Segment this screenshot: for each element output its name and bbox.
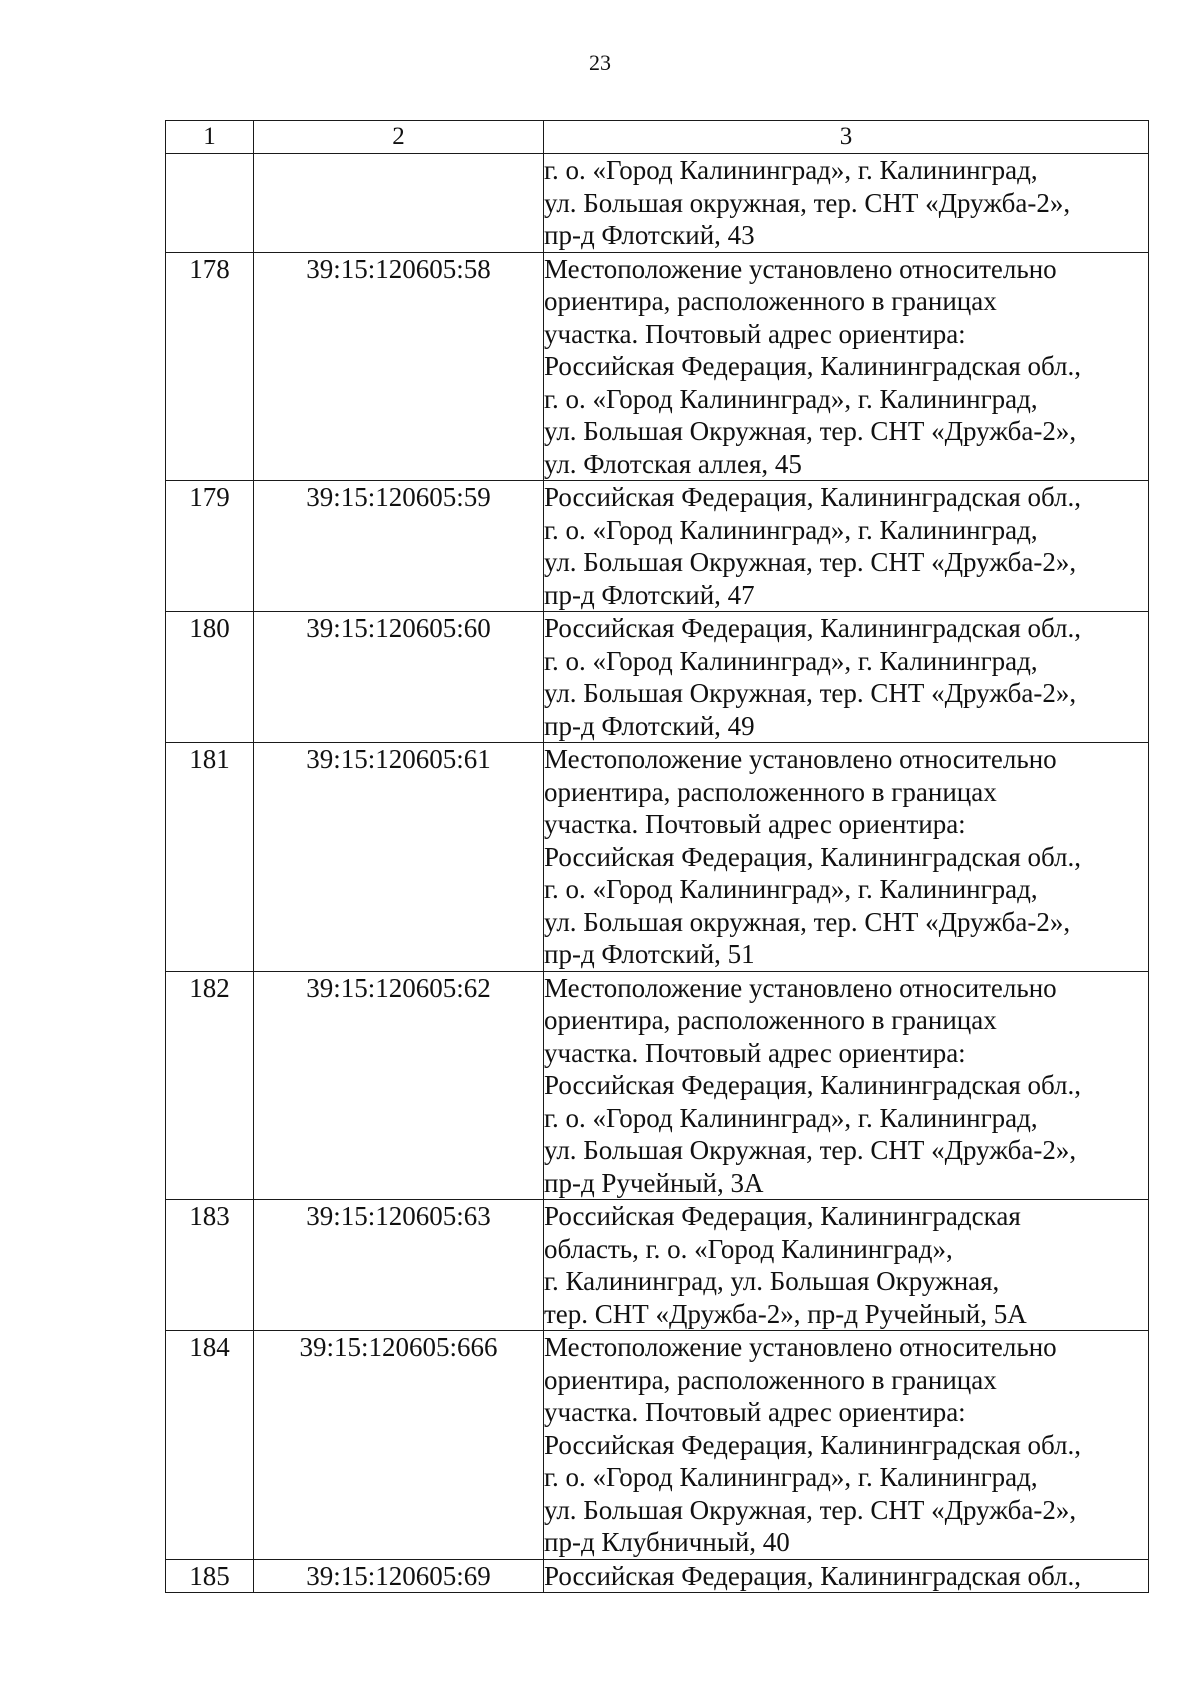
address-line: Российская Федерация, Калининградская обл., xyxy=(544,1070,1082,1100)
cadastral-number-cell: 39:15:120605:59 xyxy=(254,481,544,612)
address-cell xyxy=(544,1200,1149,1331)
address-cell xyxy=(544,612,1149,743)
address-line: г. Калининград, ул. Большая Окружная, xyxy=(544,1266,1000,1296)
address-line: ул. Большая окружная, тер. СНТ «Дружба-2», xyxy=(544,187,1071,218)
row-number-cell xyxy=(166,154,254,253)
address-cell xyxy=(544,252,1149,481)
land-plot-table xyxy=(165,120,1149,1593)
address-line: пр-д Флотский, 51 xyxy=(544,939,755,969)
address-line: ул. Большая Окружная, тер. СНТ «Дружба-2», xyxy=(544,547,1077,577)
table-row xyxy=(166,612,1149,743)
address-line: Российская Федерация, Калининградская xyxy=(544,1201,1021,1231)
cadastral-number-cell: 39:15:120605:60 xyxy=(254,612,544,743)
table-row xyxy=(166,1331,1149,1560)
table-body xyxy=(166,154,1149,1593)
address-line: ул. Флотская аллея, 45 xyxy=(544,448,802,479)
row-number-cell: 183 xyxy=(166,1200,254,1331)
address-line: ул. Большая Окружная, тер. СНТ «Дружба-2», xyxy=(544,416,1077,446)
address-line: ориентира, расположенного в границах xyxy=(544,286,997,316)
address-line: ориентира, расположенного в границах xyxy=(544,1005,997,1035)
address-line: Российская Федерация, Калининградская обл., xyxy=(544,613,1082,643)
cadastral-number-cell: 39:15:120605:58 xyxy=(254,252,544,481)
address-cell xyxy=(544,481,1149,612)
header-row xyxy=(166,121,1149,154)
address-line: пр-д Флотский, 47 xyxy=(544,579,755,610)
address-line: г. о. «Город Калининград», г. Калининград, xyxy=(544,1462,1038,1492)
address-line: тер. СНТ «Дружба-2», пр-д Ручейный, 5А xyxy=(544,1298,1027,1329)
page-number: 23 xyxy=(589,50,611,75)
address-cell xyxy=(544,1331,1149,1560)
address-line: участка. Почтовый адрес ориентира: xyxy=(544,1397,966,1427)
row-number-cell: 182 xyxy=(166,971,254,1200)
address-line: Местоположение установлено относительно xyxy=(544,744,1057,774)
address-line: ул. Большая окружная, тер. СНТ «Дружба-2», xyxy=(544,906,1071,937)
address-line: Российская Федерация, Калининградская обл., xyxy=(544,1560,1082,1591)
address-line: Российская Федерация, Калининградская обл., xyxy=(544,351,1082,381)
address-line: область, г. о. «Город Калининград», xyxy=(544,1233,953,1264)
table-header xyxy=(166,121,1149,154)
row-number-cell: 178 xyxy=(166,252,254,481)
header-col-2: 2 xyxy=(254,121,544,154)
address-line: ул. Большая Окружная, тер. СНТ «Дружба-2», xyxy=(544,1494,1077,1525)
row-number-cell: 180 xyxy=(166,612,254,743)
table-row xyxy=(166,252,1149,481)
row-number-cell: 181 xyxy=(166,743,254,972)
cadastral-number-cell: 39:15:120605:69 xyxy=(254,1559,544,1593)
table-row xyxy=(166,971,1149,1200)
cadastral-number-cell xyxy=(254,154,544,253)
address-line: г. о. «Город Калининград», г. Калининград, xyxy=(544,383,1038,414)
row-number-cell: 185 xyxy=(166,1559,254,1593)
row-number-cell: 184 xyxy=(166,1331,254,1560)
address-line: ул. Большая Окружная, тер. СНТ «Дружба-2», xyxy=(544,1135,1077,1165)
address-line: участка. Почтовый адрес ориентира: xyxy=(544,318,966,349)
header-col-1: 1 xyxy=(166,121,254,154)
address-line: ул. Большая Окружная, тер. СНТ «Дружба-2», xyxy=(544,678,1077,708)
table-row xyxy=(166,154,1149,253)
address-line: г. о. «Город Калининград», г. Калининград, xyxy=(544,155,1038,185)
address-line: Местоположение установлено относительно xyxy=(544,972,1057,1003)
address-line: пр-д Флотский, 49 xyxy=(544,710,755,741)
address-line: пр-д Ручейный, 3А xyxy=(544,1167,764,1198)
address-line: пр-д Клубничный, 40 xyxy=(544,1527,790,1557)
address-line: г. о. «Город Калининград», г. Калининград, xyxy=(544,514,1038,545)
cadastral-number-cell: 39:15:120605:63 xyxy=(254,1200,544,1331)
address-line: пр-д Флотский, 43 xyxy=(544,220,755,250)
address-line: участка. Почтовый адрес ориентира: xyxy=(544,809,966,839)
address-line: г. о. «Город Калининград», г. Калининград, xyxy=(544,645,1038,676)
address-line: Местоположение установлено относительно xyxy=(544,253,1057,284)
table-row xyxy=(166,1200,1149,1331)
header-col-3: 3 xyxy=(544,121,1149,154)
table-row xyxy=(166,481,1149,612)
table-row xyxy=(166,743,1149,972)
cadastral-number-cell: 39:15:120605:666 xyxy=(254,1331,544,1560)
row-number-cell: 179 xyxy=(166,481,254,612)
address-cell xyxy=(544,743,1149,972)
cadastral-number-cell: 39:15:120605:62 xyxy=(254,971,544,1200)
address-line: Российская Федерация, Калининградская обл., xyxy=(544,841,1082,872)
address-line: Российская Федерация, Калининградская обл., xyxy=(544,482,1082,512)
table-row xyxy=(166,1559,1149,1593)
address-cell xyxy=(544,971,1149,1200)
address-line: г. о. «Город Калининград», г. Калининград, xyxy=(544,1102,1038,1133)
address-line: ориентира, расположенного в границах xyxy=(544,776,997,807)
address-line: Местоположение установлено относительно xyxy=(544,1332,1057,1362)
address-line: г. о. «Город Калининград», г. Калининград, xyxy=(544,874,1038,904)
address-line: участка. Почтовый адрес ориентира: xyxy=(544,1037,966,1068)
cadastral-number-cell: 39:15:120605:61 xyxy=(254,743,544,972)
address-line: ориентира, расположенного в границах xyxy=(544,1364,997,1395)
address-cell xyxy=(544,1559,1149,1593)
address-cell xyxy=(544,154,1149,253)
address-line: Российская Федерация, Калининградская обл., xyxy=(544,1429,1082,1460)
